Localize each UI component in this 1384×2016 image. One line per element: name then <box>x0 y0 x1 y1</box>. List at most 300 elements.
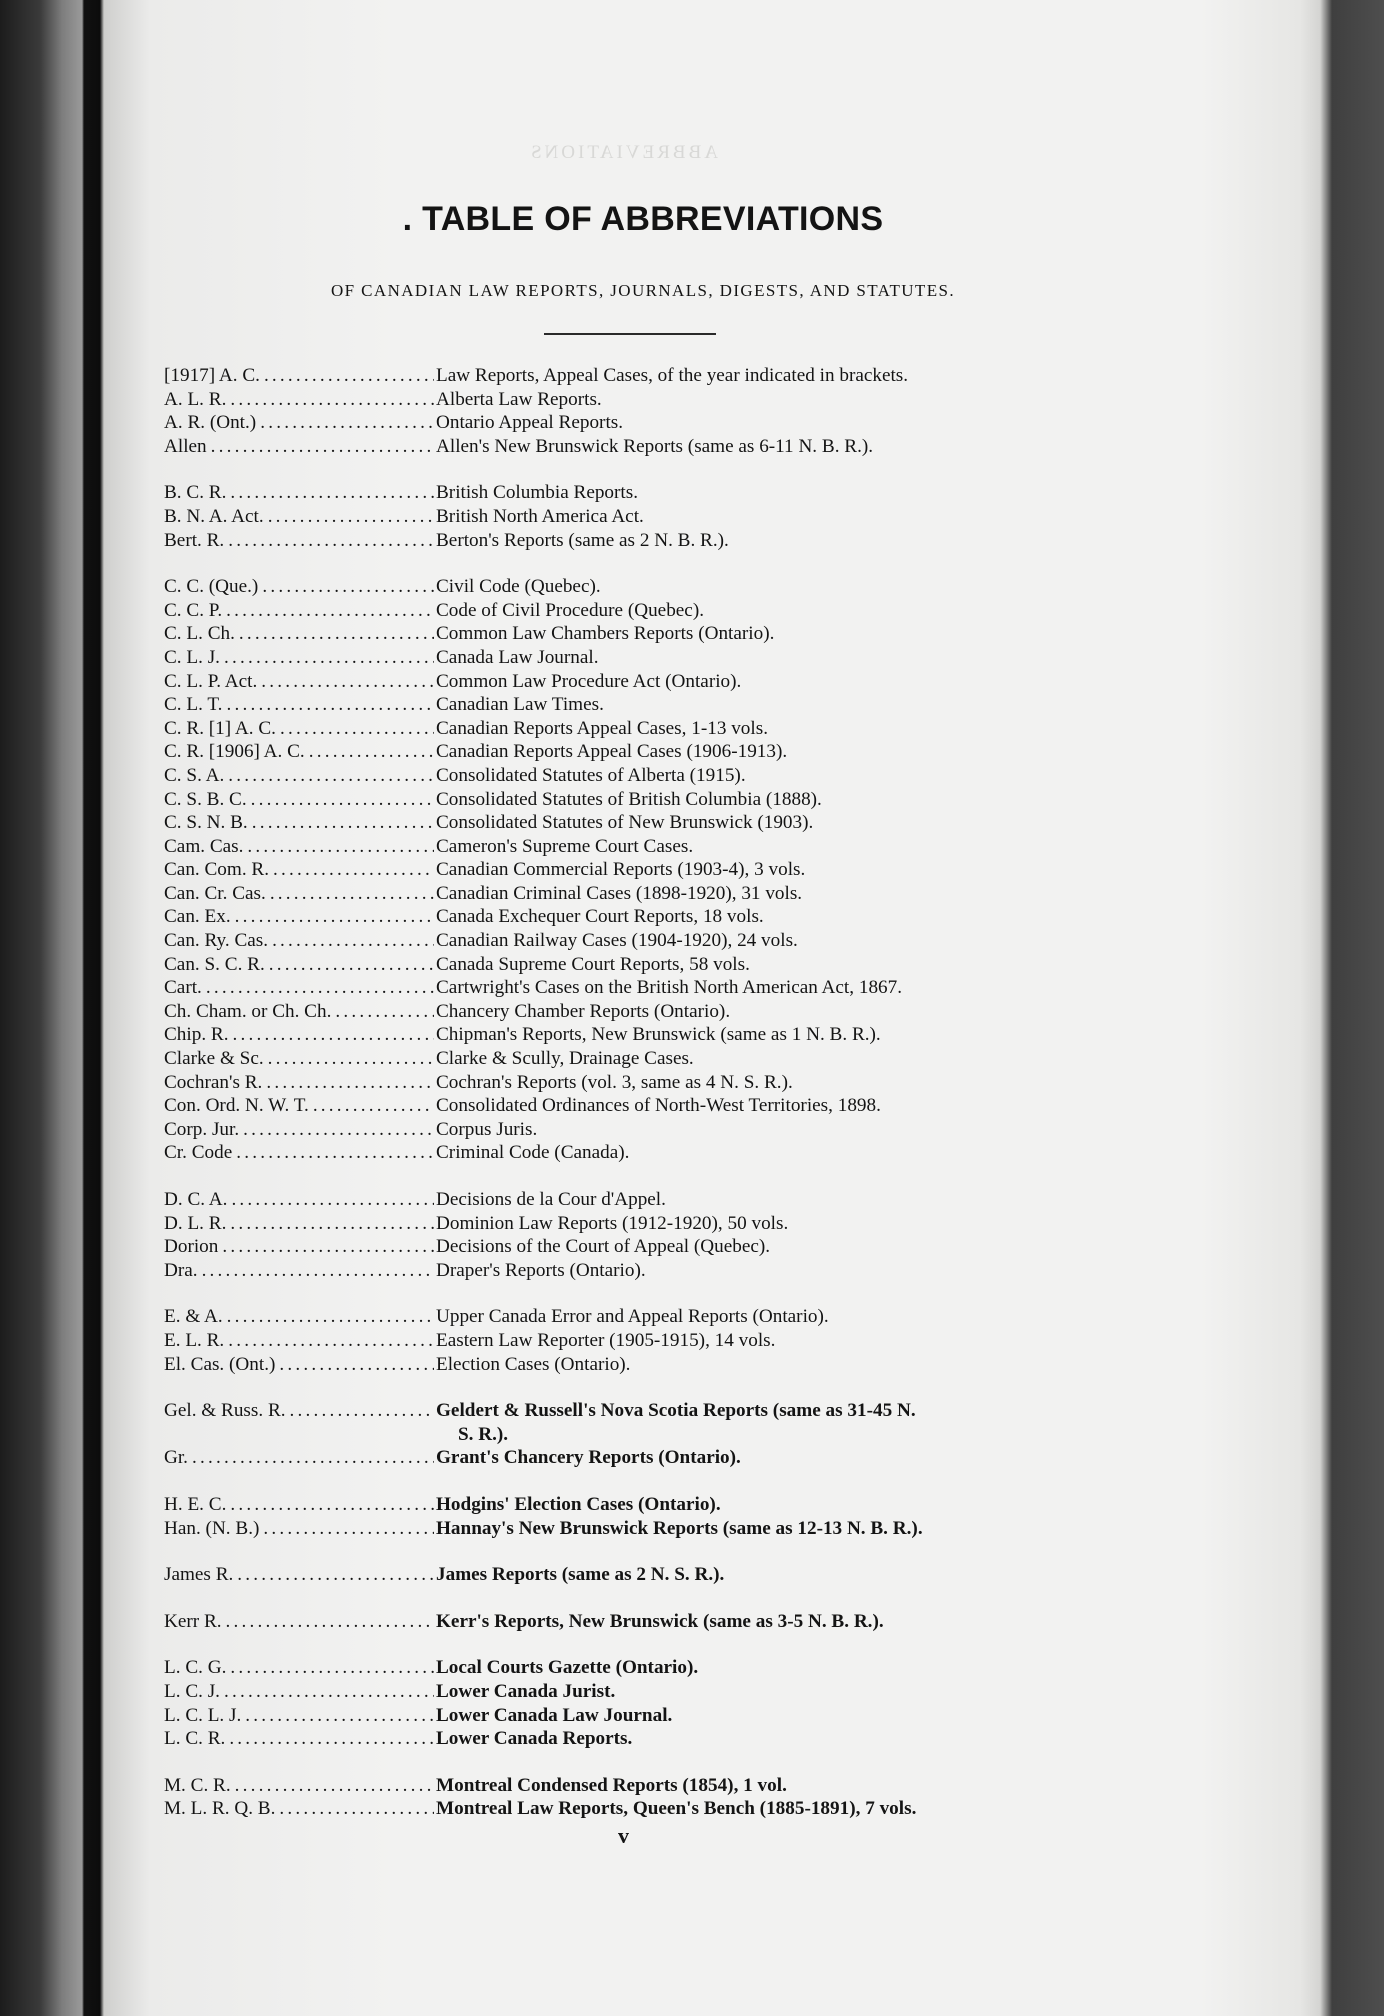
full-title-cell <box>434 388 1224 412</box>
abbreviation: Gel. & Russ. R. <box>164 1400 286 1422</box>
abbreviation-entry <box>164 929 1224 953</box>
dot-leader <box>273 858 434 882</box>
full-title: Law Reports, Appeal Cases, of the year indicated in brackets. <box>436 365 909 386</box>
abbreviation-cell <box>164 599 434 623</box>
abbreviation: C. S. A. <box>164 764 225 786</box>
dot-leader <box>230 1656 434 1680</box>
abbreviation-cell <box>164 1704 434 1728</box>
dot-leader <box>266 1071 434 1095</box>
dot-leader <box>229 1727 434 1751</box>
abbreviation-entry <box>164 599 1224 623</box>
dot-leader <box>228 1329 434 1353</box>
abbreviation: H. E. C. <box>164 1493 227 1515</box>
dot-leader <box>268 1047 434 1071</box>
abbreviation-entry <box>164 1446 1224 1470</box>
full-title: Lower Canada Jurist. <box>436 1680 616 1702</box>
abbreviation-cell <box>164 1797 434 1821</box>
abbreviation: C. R. [1] A. C. <box>164 717 276 739</box>
full-title: Corpus Juris. <box>436 1118 538 1140</box>
abbreviation-cell <box>164 1727 434 1751</box>
full-title: Alberta Law Reports. <box>436 388 602 410</box>
full-title-cell <box>434 1680 1224 1704</box>
dot-leader <box>268 505 434 529</box>
abbreviation-cell <box>164 529 434 553</box>
abbreviation-cell <box>164 1774 434 1798</box>
abbreviation-cell <box>164 1517 434 1541</box>
page-subtitle: OF CANADIAN LAW REPORTS, JOURNALS, DIGESTS, AND STATUTES. <box>330 281 956 300</box>
full-title-cell <box>434 811 1224 835</box>
abbreviation-cell <box>164 858 434 882</box>
full-title: British North America Act. <box>436 505 644 527</box>
group-spacer <box>164 1165 1224 1188</box>
dot-leader <box>270 882 434 906</box>
abbreviation-cell <box>164 670 434 694</box>
abbreviation-entry <box>164 1094 1224 1118</box>
abbreviation-cell <box>164 646 434 670</box>
group-spacer <box>164 552 1224 575</box>
full-title: Decisions of the Court of Appeal (Quebec). <box>436 1236 771 1258</box>
abbreviation-cell <box>164 1493 434 1517</box>
full-title: Canadian Criminal Cases (1898-1920), 31 vols. <box>436 882 803 904</box>
full-title-cell <box>434 1353 1224 1377</box>
dot-leader <box>260 411 434 435</box>
abbreviation-cell <box>164 835 434 859</box>
dot-leader <box>335 1000 434 1024</box>
abbreviation-entry <box>164 435 1224 459</box>
abbreviation-cell <box>164 1212 434 1236</box>
full-title: Consolidated Statutes of New Brunswick (1903). <box>436 812 814 834</box>
abbreviation-entry <box>164 1212 1224 1236</box>
dot-leader <box>226 693 434 717</box>
abbreviation-entry <box>164 1797 1224 1821</box>
abbreviation: C. L. P. Act. <box>164 670 258 692</box>
full-title: Hannay's New Brunswick Reports (same as 12-13 N. B. R.). <box>436 1517 923 1539</box>
full-title-cell <box>434 1118 1224 1142</box>
abbreviation: Cart. <box>164 977 202 999</box>
dot-leader <box>279 1797 434 1821</box>
full-title: Local Courts Gazette (Ontario). <box>436 1657 699 1679</box>
abbreviation: D. L. R. <box>164 1212 227 1234</box>
full-title: Upper Canada Error and Appeal Reports (Ontario). <box>436 1306 829 1328</box>
dot-leader <box>251 788 434 812</box>
abbreviation-entry <box>164 1704 1224 1728</box>
full-title: Consolidated Statutes of Alberta (1915). <box>436 764 746 786</box>
abbreviation-cell <box>164 1118 434 1142</box>
abbreviation-entry <box>164 740 1224 764</box>
page-number: v <box>618 1823 629 1848</box>
abbreviation-cell <box>164 575 434 599</box>
full-title: Canadian Reports Appeal Cases, 1-13 vols. <box>436 717 768 739</box>
abbreviation-entry <box>164 835 1224 859</box>
abbreviation-cell <box>164 505 434 529</box>
abbreviation: A. R. (Ont.) <box>164 412 257 434</box>
abbreviation-cell <box>164 388 434 412</box>
abbreviation-cell <box>164 1071 434 1095</box>
full-title: Montreal Condensed Reports (1854), 1 vol. <box>436 1774 787 1796</box>
abbreviation-entry <box>164 1727 1224 1751</box>
full-title-cell <box>434 1188 1224 1212</box>
abbreviation: Cam. Cas. <box>164 835 244 857</box>
dot-leader <box>235 905 434 929</box>
abbreviation-entry <box>164 1071 1224 1095</box>
abbreviation: C. S. N. B. <box>164 812 248 834</box>
abbreviation-entry <box>164 1353 1224 1377</box>
full-title: Geldert & Russell's Nova Scotia Reports (same as 31-45 N. <box>436 1400 916 1422</box>
full-title: Common Law Procedure Act (Ontario). <box>436 670 742 692</box>
full-title-cell <box>434 364 1224 388</box>
full-title: Kerr's Reports, New Brunswick (same as 3-5 N. B. R.). <box>436 1610 884 1632</box>
abbreviation-cell <box>164 364 434 388</box>
abbreviation-entry <box>164 411 1224 435</box>
abbreviation-entry <box>164 858 1224 882</box>
abbreviation-entry <box>164 1329 1224 1353</box>
full-title-cell <box>434 1023 1224 1047</box>
abbreviation: Dra. <box>164 1259 198 1281</box>
full-title-cell <box>434 1305 1224 1329</box>
dot-leader <box>261 670 434 694</box>
abbreviation-entry <box>164 1305 1224 1329</box>
abbreviation-cell <box>164 1259 434 1283</box>
abbreviation-cell <box>164 481 434 505</box>
abbreviation-entry <box>164 905 1224 929</box>
abbreviation-cell <box>164 411 434 435</box>
abbreviation-entry <box>164 1656 1224 1680</box>
dot-leader <box>230 388 434 412</box>
abbreviation-entry <box>164 1259 1224 1283</box>
abbreviation: Con. Ord. N. W. T. <box>164 1095 309 1117</box>
abbreviation: C. C. (Que.) <box>164 576 259 598</box>
dot-leader <box>280 717 434 741</box>
full-title-cell <box>434 1797 1224 1821</box>
abbreviation: L. C. R. <box>164 1728 226 1750</box>
abbreviation-cell <box>164 435 434 459</box>
full-title: Code of Civil Procedure (Quebec). <box>436 599 705 621</box>
dot-leader <box>222 1235 434 1259</box>
full-title: Canadian Reports Appeal Cases (1906-1913). <box>436 741 788 763</box>
full-title-continuation: S. R.). <box>458 1423 509 1445</box>
full-title-cell <box>434 622 1224 646</box>
abbreviation: C. C. P. <box>164 599 223 621</box>
group-spacer <box>164 1751 1224 1774</box>
abbreviation-entry <box>164 575 1224 599</box>
abbreviation: B. C. R. <box>164 482 227 504</box>
abbreviation-cell <box>164 1188 434 1212</box>
abbreviation-entry <box>164 717 1224 741</box>
abbreviation-cell <box>164 905 434 929</box>
abbreviation-entry <box>164 1188 1224 1212</box>
full-title: Cochran's Reports (vol. 3, same as 4 N. S. R.). <box>436 1071 793 1093</box>
full-title-cell <box>434 976 1224 1000</box>
full-title: Clarke & Scully, Drainage Cases. <box>436 1048 694 1070</box>
full-title: Canada Supreme Court Reports, 58 vols. <box>436 953 750 975</box>
full-title: Berton's Reports (same as 2 N. B. R.). <box>436 529 729 551</box>
full-title-cell <box>434 693 1224 717</box>
abbreviation: M. L. R. Q. B. <box>164 1798 276 1820</box>
dot-leader <box>262 575 434 599</box>
dot-leader <box>239 622 434 646</box>
full-title-cell <box>434 1212 1224 1236</box>
abbreviation-entry <box>164 1000 1224 1024</box>
full-title: Criminal Code (Canada). <box>436 1142 630 1164</box>
full-title: Decisions de la Cour d'Appel. <box>436 1189 666 1210</box>
abbreviation: Chip. R. <box>164 1024 229 1046</box>
abbreviation: El. Cas. (Ont.) <box>164 1353 276 1375</box>
page-title: . TABLE OF ABBREVIATIONS <box>402 200 884 238</box>
dot-leader <box>245 1704 434 1728</box>
abbreviation: Allen <box>164 435 207 457</box>
abbreviation: L. C. J. <box>164 1680 220 1702</box>
abbreviation-cell <box>164 1047 434 1071</box>
full-title-cell <box>434 1656 1224 1680</box>
abbreviation: B. N. A. Act. <box>164 505 264 527</box>
abbreviation-entry <box>164 364 1224 388</box>
abbreviation-cell <box>164 622 434 646</box>
group-spacer <box>164 1633 1224 1656</box>
group-spacer <box>164 1587 1224 1610</box>
dot-leader <box>230 481 434 505</box>
abbreviation: Can. Cr. Cas. <box>164 882 266 904</box>
dot-leader <box>226 599 434 623</box>
full-title: Chipman's Reports, New Brunswick (same as 1 N. B. R.). <box>436 1024 881 1046</box>
dot-leader <box>263 1517 434 1541</box>
abbreviation: E. & A. <box>164 1306 223 1328</box>
abbreviation-entry <box>164 1399 1224 1446</box>
full-title-cell <box>434 505 1224 529</box>
dot-leader <box>313 1094 434 1118</box>
dot-leader <box>228 764 434 788</box>
abbreviation-entry <box>164 670 1224 694</box>
dot-leader <box>211 435 434 459</box>
full-title-cell <box>434 1774 1224 1798</box>
dot-leader <box>227 1305 434 1329</box>
abbreviation: Can. Ex. <box>164 906 231 928</box>
full-title: Canadian Railway Cases (1904-1920), 24 vols. <box>436 930 798 952</box>
full-title-cell <box>434 929 1224 953</box>
full-title: Chancery Chamber Reports (Ontario). <box>436 1000 731 1022</box>
abbreviation-cell <box>164 1235 434 1259</box>
abbreviation-entry <box>164 1235 1224 1259</box>
full-title: Canadian Commercial Reports (1903-4), 3 vols. <box>436 859 806 881</box>
full-title: Dominion Law Reports (1912-1920), 50 vols. <box>436 1212 789 1234</box>
full-title-cell <box>434 1094 1224 1118</box>
title-rule <box>544 333 716 335</box>
dot-leader <box>206 976 434 1000</box>
abbreviation-entry <box>164 1118 1224 1142</box>
abbreviation: Gr. <box>164 1447 188 1469</box>
full-title: Montreal Law Reports, Queen's Bench (1885-1891), 7 vols. <box>436 1798 917 1820</box>
full-title-cell <box>434 1727 1224 1751</box>
full-title-cell <box>434 1047 1224 1071</box>
dot-leader <box>230 1493 434 1517</box>
dot-leader <box>230 1212 434 1236</box>
abbreviation: Han. (N. B.) <box>164 1517 260 1539</box>
group-spacer <box>164 1540 1224 1563</box>
abbreviation: Cr. Code <box>164 1142 233 1164</box>
full-title: James Reports (same as 2 N. S. R.). <box>436 1564 725 1586</box>
full-title: Eastern Law Reporter (1905-1915), 14 vols. <box>436 1329 776 1351</box>
abbreviation-cell <box>164 1000 434 1024</box>
abbreviation: Ch. Cham. or Ch. Ch. <box>164 1000 332 1022</box>
full-title-cell <box>434 1141 1224 1165</box>
abbreviation: E. L. R. <box>164 1329 225 1351</box>
dot-leader <box>235 1774 434 1798</box>
full-title: Cameron's Supreme Court Cases. <box>436 835 694 857</box>
full-title-cell <box>434 529 1224 553</box>
full-title-cell <box>434 1329 1224 1353</box>
full-title-cell <box>434 1563 1224 1587</box>
full-title: British Columbia Reports. <box>436 482 639 504</box>
group-spacer <box>164 458 1224 481</box>
abbreviation-cell <box>164 953 434 977</box>
full-title: Hodgins' Election Cases (Ontario). <box>436 1493 721 1515</box>
dot-leader <box>226 1610 434 1634</box>
abbreviation: Dorion <box>164 1236 219 1258</box>
dot-leader <box>264 364 434 388</box>
group-spacer <box>164 1470 1224 1493</box>
abbreviation-entry <box>164 622 1224 646</box>
full-title-cell <box>434 858 1224 882</box>
full-title-cell <box>434 1399 1224 1446</box>
abbreviation-cell <box>164 1656 434 1680</box>
full-title: Election Cases (Ontario). <box>436 1353 631 1375</box>
full-title-cell <box>434 953 1224 977</box>
full-title-cell <box>434 1071 1224 1095</box>
dot-leader <box>233 1023 434 1047</box>
dot-leader <box>228 529 434 553</box>
abbreviation-cell <box>164 1399 434 1446</box>
abbreviation-entry <box>164 764 1224 788</box>
abbreviation-cell <box>164 1023 434 1047</box>
abbreviation-cell <box>164 740 434 764</box>
abbreviation: A. L. R. <box>164 388 227 410</box>
abbreviation-cell <box>164 1329 434 1353</box>
abbreviation-cell <box>164 717 434 741</box>
abbreviation-cell <box>164 1141 434 1165</box>
full-title: Lower Canada Reports. <box>436 1728 633 1750</box>
abbreviation-entry <box>164 1141 1224 1165</box>
full-title-cell <box>434 435 1224 459</box>
abbreviation: James R. <box>164 1564 234 1586</box>
full-title-cell <box>434 1493 1224 1517</box>
abbreviation-entry <box>164 693 1224 717</box>
abbreviation-cell <box>164 1094 434 1118</box>
full-title-cell <box>434 717 1224 741</box>
dot-leader <box>231 1188 434 1212</box>
abbreviation-entry <box>164 1680 1224 1704</box>
full-title-cell <box>434 646 1224 670</box>
abbreviation: C. S. B. C. <box>164 788 247 810</box>
abbreviation: C. L. J. <box>164 646 220 668</box>
abbreviation: C. R. [1906] A. C. <box>164 741 305 763</box>
full-title-cell <box>434 1259 1224 1283</box>
abbreviation-entry <box>164 1023 1224 1047</box>
full-title-cell <box>434 481 1224 505</box>
abbreviation-entry <box>164 1517 1224 1541</box>
full-title: Allen's New Brunswick Reports (same as 6-11 N. B. R.). <box>436 435 874 457</box>
full-title-cell <box>434 905 1224 929</box>
full-title: Draper's Reports (Ontario). <box>436 1259 646 1281</box>
abbreviation: Can. S. C. R. <box>164 953 265 975</box>
abbreviation-cell <box>164 1353 434 1377</box>
abbreviation: Corp. Jur. <box>164 1118 240 1140</box>
full-title-cell <box>434 411 1224 435</box>
dot-leader <box>192 1446 434 1470</box>
abbreviation: Bert. R. <box>164 529 225 551</box>
bleed-through-text: ABBREVIATIONS <box>528 142 718 163</box>
abbreviation-cell <box>164 1680 434 1704</box>
group-spacer <box>164 1376 1224 1399</box>
abbreviation-cell <box>164 1563 434 1587</box>
full-title-cell <box>434 788 1224 812</box>
full-title-cell <box>434 1235 1224 1259</box>
abbreviation-cell <box>164 764 434 788</box>
abbreviation-list <box>164 364 1224 1821</box>
abbreviation-cell <box>164 929 434 953</box>
full-title: Consolidated Ordinances of North-West Territories, 1898. <box>436 1095 881 1117</box>
dot-leader <box>236 1141 434 1165</box>
abbreviation-entry <box>164 388 1224 412</box>
abbreviation-entry <box>164 1610 1224 1634</box>
full-title-cell <box>434 599 1224 623</box>
full-title-cell <box>434 1000 1224 1024</box>
abbreviation-entry <box>164 481 1224 505</box>
full-title-cell <box>434 1610 1224 1634</box>
full-title: Grant's Chancery Reports (Ontario). <box>436 1447 741 1469</box>
abbreviation-entry <box>164 1563 1224 1587</box>
full-title-cell <box>434 764 1224 788</box>
full-title-cell <box>434 1704 1224 1728</box>
abbreviation-entry <box>164 1774 1224 1798</box>
book-page <box>108 0 1320 2016</box>
abbreviation: D. C. A. <box>164 1189 228 1210</box>
abbreviation: Can. Ry. Cas. <box>164 930 269 952</box>
full-title-cell <box>434 740 1224 764</box>
abbreviation-entry <box>164 1047 1224 1071</box>
full-title-cell <box>434 1517 1224 1541</box>
dot-leader <box>290 1399 434 1446</box>
abbreviation-cell <box>164 1305 434 1329</box>
full-title-cell <box>434 882 1224 906</box>
full-title: Consolidated Statutes of British Columbia (1888). <box>436 788 822 810</box>
full-title: Canadian Law Times. <box>436 694 604 716</box>
abbreviation: C. L. Ch. <box>164 623 235 645</box>
full-title-cell <box>434 1446 1224 1470</box>
abbreviation: [1917] A. C. <box>164 365 260 386</box>
abbreviation: Cochran's R. <box>164 1071 263 1093</box>
abbreviation-entry <box>164 646 1224 670</box>
abbreviation-cell <box>164 882 434 906</box>
full-title: Lower Canada Law Journal. <box>436 1704 673 1726</box>
abbreviation-entry <box>164 953 1224 977</box>
full-title: Ontario Appeal Reports. <box>436 412 624 434</box>
full-title: Common Law Chambers Reports (Ontario). <box>436 623 775 645</box>
abbreviation-cell <box>164 811 434 835</box>
dot-leader <box>202 1259 434 1283</box>
abbreviation-cell <box>164 693 434 717</box>
full-title: Canada Exchequer Court Reports, 18 vols. <box>436 906 764 928</box>
abbreviation-cell <box>164 1446 434 1470</box>
full-title-cell <box>434 835 1224 859</box>
dot-leader <box>224 1680 434 1704</box>
abbreviation: Clarke & Sc. <box>164 1048 264 1070</box>
abbreviation: L. C. L. J. <box>164 1704 242 1726</box>
dot-leader <box>243 1118 434 1142</box>
abbreviation: C. L. T. <box>164 694 223 716</box>
abbreviation-entry <box>164 1493 1224 1517</box>
abbreviation-cell <box>164 1610 434 1634</box>
dot-leader <box>272 929 434 953</box>
abbreviation-cell <box>164 976 434 1000</box>
